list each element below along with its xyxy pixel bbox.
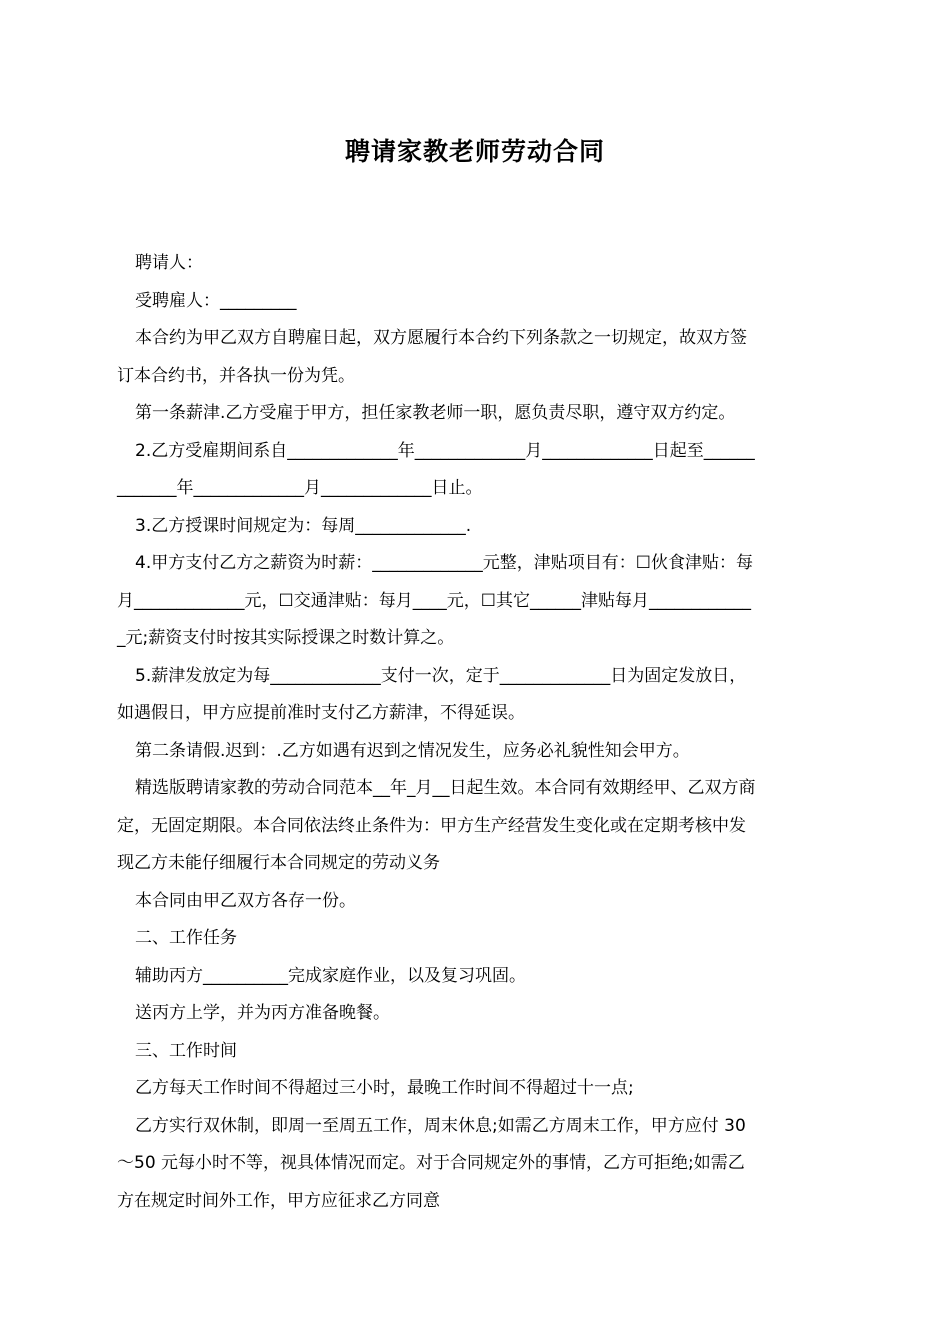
text-line: 辅助丙方__________完成家庭作业，以及复习巩固。: [135, 965, 526, 986]
text-line: 本合同由甲乙双方各存一份。: [135, 890, 356, 911]
text-line: 本合约为甲乙双方自聘雇日起，双方愿履行本合约下列条款之一切规定，故双方签: [135, 328, 747, 348]
paragraph: [117, 545, 837, 658]
text-line: 三、工作时间: [135, 1040, 237, 1061]
paragraph: [117, 508, 837, 546]
document-title: 聘请家教老师劳动合同: [344, 137, 605, 166]
paragraph: [117, 395, 837, 433]
paragraph: [117, 995, 837, 1033]
text-line: 聘请人：: [135, 253, 203, 273]
paragraph: [117, 433, 837, 508]
paragraph: [117, 1070, 837, 1108]
paragraph: [117, 658, 837, 733]
text-line: _______年_____________月_____________日止。: [117, 478, 483, 498]
paragraph: [117, 320, 837, 395]
text-line: 送丙方上学，并为丙方准备晚餐。: [135, 1003, 390, 1023]
text-line: 2.乙方受雇期间系自_____________年_____________月_____________日起至______: [135, 440, 755, 461]
text-line: 受聘雇人：_________: [135, 290, 297, 311]
text-line: 定，无固定期限。本合同依法终止条件为：甲方生产经营发生变化或在定期考核中发: [117, 815, 746, 836]
text-line: 4.甲方支付乙方之薪资为时薪：_____________元整，津贴项目有：☐伙食津贴：每: [135, 553, 753, 573]
paragraph: [117, 1108, 837, 1221]
paragraph: [117, 883, 837, 921]
text-line: 二、工作任务: [135, 928, 237, 948]
text-line: ～50 元每小时不等，视具体情况而定。对于合同规定外的事情，乙方可拒绝;如需乙: [117, 1153, 745, 1173]
paragraph: [117, 245, 837, 283]
text-line: _元;薪资支付时按其实际授课之时数计算之。: [117, 628, 455, 648]
text-line: 第二条请假.迟到：.乙方如遇有迟到之情况发生，应务必礼貌性知会甲方。: [135, 740, 690, 761]
text-line: 乙方实行双休制，即周一至周五工作，周末休息;如需乙方周末工作，甲方应付 30: [135, 1115, 746, 1136]
text-line: 3.乙方授课时间规定为：每周_____________.: [135, 515, 472, 536]
section-heading: [117, 920, 837, 958]
paragraph: [117, 283, 837, 321]
text-line: 5.薪津发放定为每_____________支付一次，定于_____________日为固定发放日，: [135, 665, 747, 686]
document-body: [117, 245, 837, 1220]
text-line: 月_____________元，☐交通津贴：每月____元，☐其它______津贴每月____________: [117, 590, 751, 611]
text-line: 精选版聘请家教的劳动合同范本__年_月__日起生效。本合同有效期经甲、乙双方商: [135, 778, 756, 798]
section-heading: [117, 1033, 837, 1071]
text-line: 如遇假日，甲方应提前准时支付乙方薪津，不得延误。: [117, 703, 525, 723]
text-line: 第一条薪津.乙方受雇于甲方，担任家教老师一职，愿负责尽职，遵守双方约定。: [135, 403, 736, 423]
paragraph: [117, 770, 837, 883]
text-line: 现乙方未能仔细履行本合同规定的劳动义务: [117, 853, 440, 873]
text-line: 乙方每天工作时间不得超过三小时，最晚工作时间不得超过十一点;: [135, 1078, 634, 1098]
paragraph: [117, 733, 837, 771]
paragraph: [117, 958, 837, 996]
text-line: 订本合约书，并各执一份为凭。: [117, 365, 355, 386]
text-line: 方在规定时间外工作，甲方应征求乙方同意: [117, 1190, 440, 1211]
